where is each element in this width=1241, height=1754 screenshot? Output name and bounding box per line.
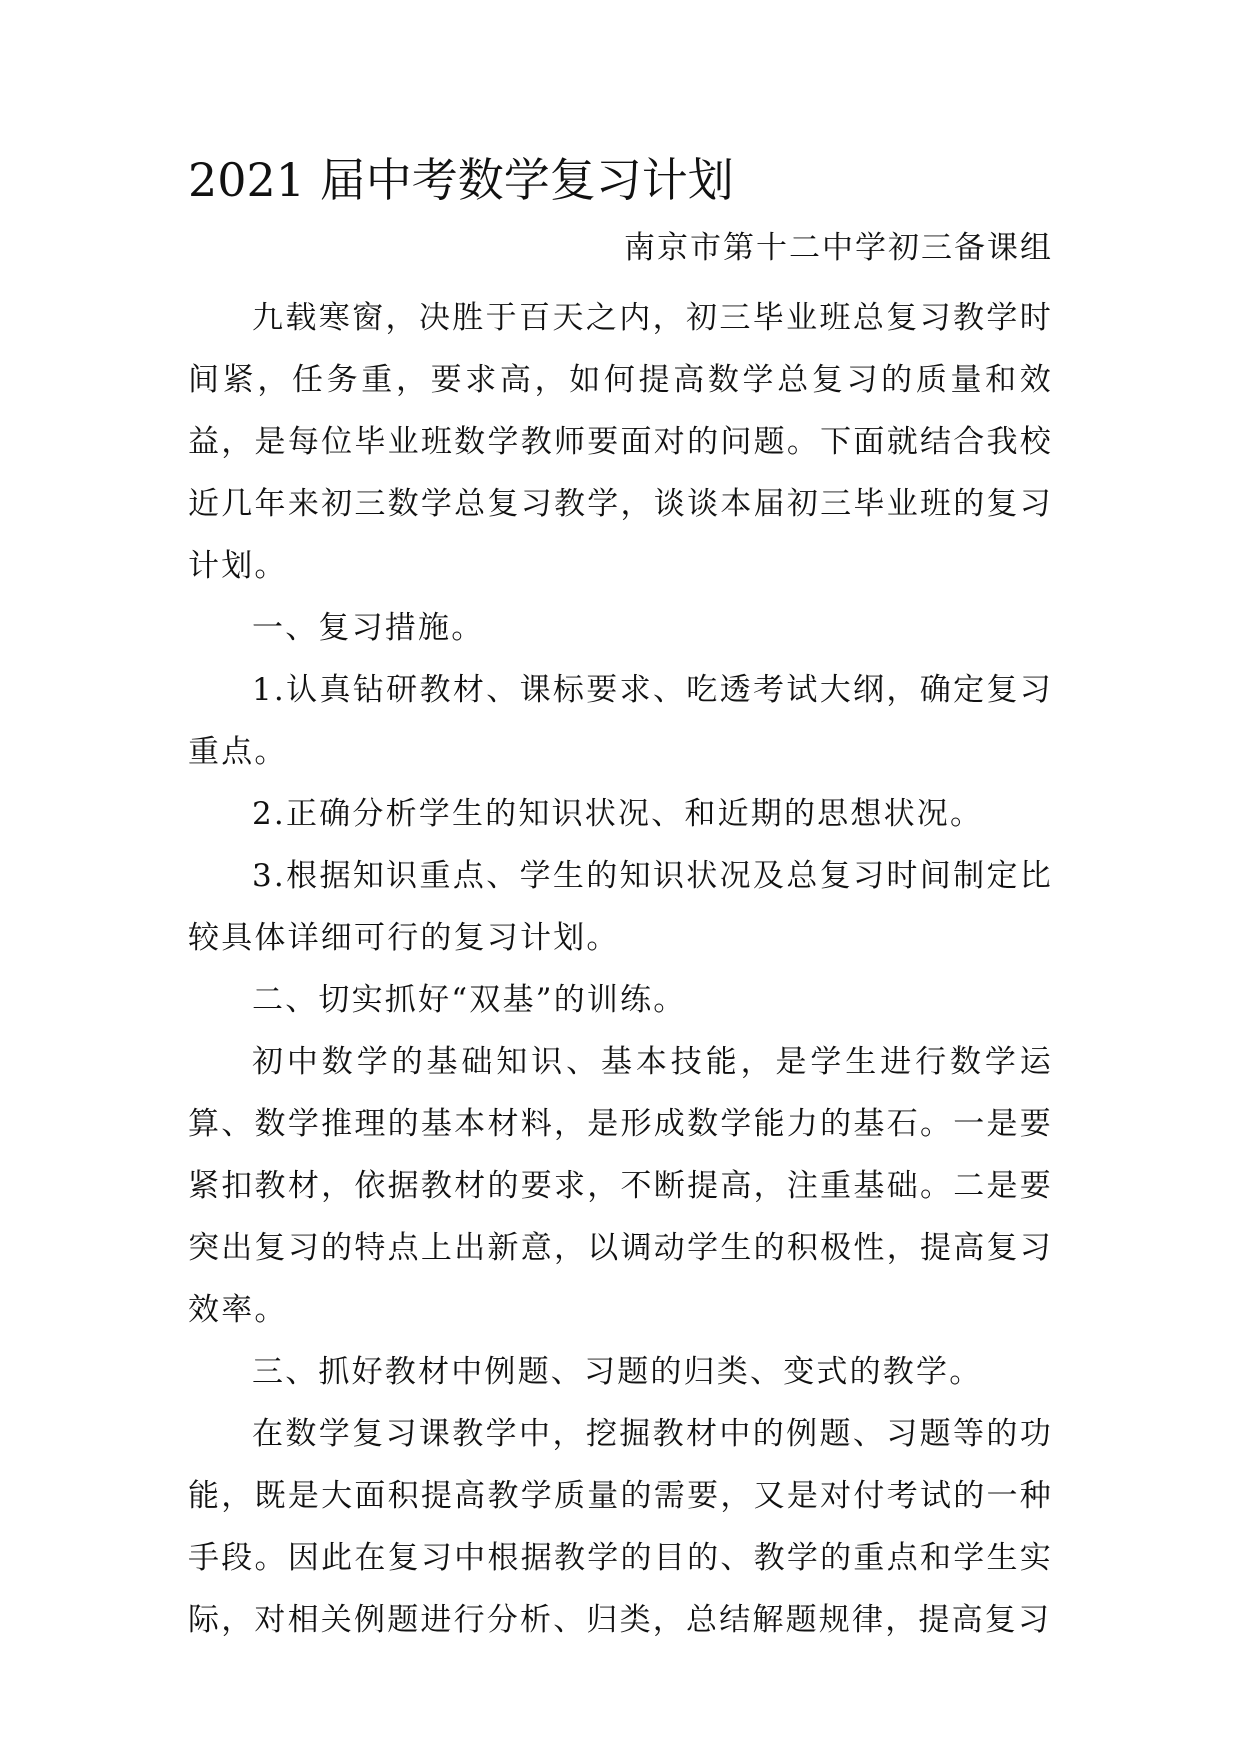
- section-heading-1: 一、复习措施。: [252, 610, 485, 646]
- paragraph-intro: 九载寒窗，决胜于百天之内，初三毕业班总复习教学时间紧，任务重，要求高，如何提高数学总复习的质量和效益，是每位毕业班数学教师要面对的问题。下面就结合我校近几年来初三数学总复习教学，谈谈本届初三毕业班的复习计划。: [188, 300, 1053, 584]
- document-author: 南京市第十二中学初三备课组: [624, 230, 1053, 266]
- paragraph-examples: 在数学复习课教学中，挖掘教材中的例题、习题等的功能，既是大面积提高教学质量的需要，又是对付考试的一种手段。因此在复习中根据教学的目的、教学的重点和学生实际，对相关例题进行分析、归类，总结解题规律，提高复习: [188, 1416, 1053, 1638]
- list-item-2: 2.正确分析学生的知识状况、和近期的思想状况。: [252, 796, 984, 832]
- list-item-3: 3.根据知识重点、学生的知识状况及总复习时间制定比较具体详细可行的复习计划。: [188, 858, 1053, 956]
- section-heading-2: 二、切实抓好“双基”的训练。: [252, 982, 687, 1018]
- list-item-1: 1.认真钻研教材、课标要求、吃透考试大纲，确定复习重点。: [188, 672, 1053, 770]
- document-title: 2021 届中考数学复习计划: [188, 153, 734, 207]
- paragraph-basics: 初中数学的基础知识、基本技能，是学生进行数学运算、数学推理的基本材料，是形成数学能力的基石。一是要紧扣教材，依据教材的要求，不断提高，注重基础。二是要突出复习的特点上出新意，以调动学生的积极性，提高复习效率。: [188, 1044, 1053, 1328]
- document-body: [188, 287, 1053, 1651]
- section-heading-3: 三、抓好教材中例题、习题的归类、变式的教学。: [252, 1354, 983, 1390]
